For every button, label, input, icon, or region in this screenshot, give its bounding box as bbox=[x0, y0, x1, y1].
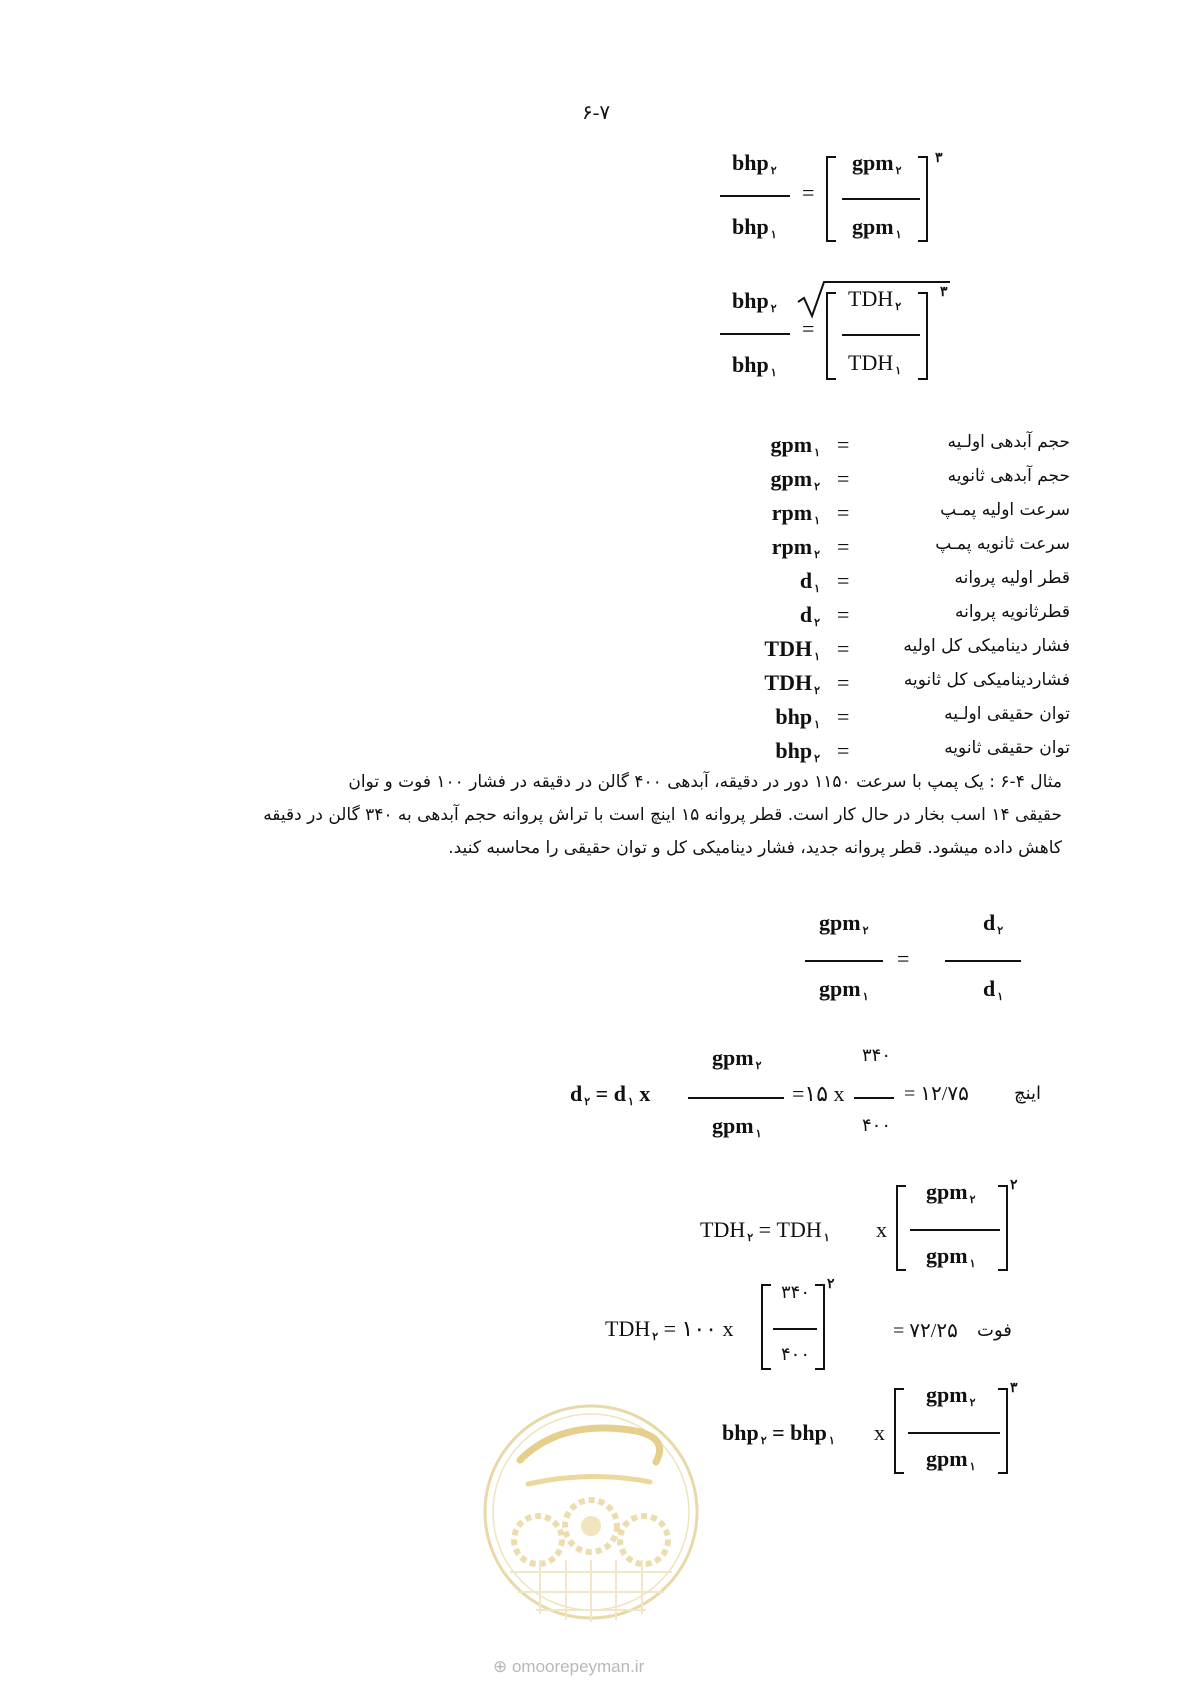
fraction-numerator: gpm ۲ bbox=[712, 1045, 762, 1072]
formula-bhp bbox=[722, 1381, 1042, 1486]
bracket-numerator: gpm ۲ bbox=[852, 150, 902, 177]
formula-bhp-gpm bbox=[720, 150, 960, 260]
fraction-line bbox=[842, 198, 920, 200]
left-bracket bbox=[826, 292, 836, 380]
fraction-numerator: ۳۴۰ bbox=[862, 1045, 892, 1065]
example-paragraph bbox=[150, 766, 1062, 865]
equals-sign: = bbox=[802, 316, 815, 341]
exponent: ۲ bbox=[827, 1277, 835, 1292]
equals-sign: = bbox=[802, 180, 815, 205]
definition-row: bhp ۲ = توان حقیقی ثانویه bbox=[775, 738, 1070, 765]
left-bracket bbox=[894, 1388, 904, 1474]
times-sign: x bbox=[876, 1217, 887, 1242]
definition-row: gpm ۱ = حجم آبدهی اولـیه bbox=[770, 432, 1070, 459]
bracket-denominator: gpm ۱ bbox=[926, 1446, 976, 1473]
left-bracket bbox=[826, 156, 836, 242]
page-number: ۶-۷ bbox=[582, 102, 611, 124]
definition-row: bhp ۱ = توان حقیقی اولـیه bbox=[775, 704, 1070, 731]
example-line: مثال ۴-۶ : یک پمپ با سرعت ۱۱۵۰ دور در دقیقه، آبدهی ۴۰۰ گالن در دقیقه در فشار ۱۰۰ فوت و توان bbox=[348, 772, 1062, 792]
formula-tdh bbox=[700, 1178, 1040, 1283]
bracket-denominator: gpm ۱ bbox=[926, 1243, 976, 1270]
fraction-line bbox=[854, 1097, 894, 1099]
bracket-denominator: TDH ۱ bbox=[848, 350, 902, 377]
fraction-numerator: bhp ۲ bbox=[732, 150, 777, 177]
fraction-numerator: bhp ۲ bbox=[732, 288, 777, 315]
watermark-logo bbox=[480, 1400, 702, 1630]
definition-row: TDH ۲ = فشاردینامیکی کل ثانویه bbox=[764, 670, 1070, 697]
fraction-line bbox=[910, 1229, 1000, 1231]
fraction-denominator: bhp ۱ bbox=[732, 352, 777, 379]
right-bracket bbox=[998, 1185, 1008, 1271]
fraction-line bbox=[945, 960, 1021, 962]
times-sign: x bbox=[874, 1420, 885, 1445]
fraction-denominator: ۴۰۰ bbox=[862, 1115, 892, 1135]
equation-lhs: TDH ۲ = TDH ۱ bbox=[700, 1217, 830, 1244]
fraction-denominator: bhp ۱ bbox=[732, 214, 777, 241]
fraction-numerator: d ۲ bbox=[983, 910, 1004, 937]
equals-sign: = bbox=[897, 946, 910, 971]
definition-row: gpm ۲ = حجم آبدهی ثانویه bbox=[770, 466, 1070, 493]
fraction-line bbox=[908, 1432, 1000, 1434]
fraction-line bbox=[805, 960, 883, 962]
bracket-numerator: gpm ۲ bbox=[926, 1179, 976, 1206]
definition-row: TDH ۱ = فشار دینامیکی کل اولیه bbox=[764, 636, 1070, 663]
left-bracket bbox=[896, 1185, 906, 1271]
definitions-list bbox=[700, 432, 1070, 772]
example-line: کاهش داده میشود. قطر پروانه جدید، فشار دینامیکی کل و توان حقیقی را محاسبه کنید. bbox=[448, 838, 1062, 858]
right-bracket bbox=[815, 1284, 825, 1370]
definition-row: rpm ۱ = سرعت اولیه پمـپ bbox=[771, 500, 1070, 527]
formula-bhp-tdh bbox=[720, 285, 960, 398]
bracket-denominator: ۴۰۰ bbox=[781, 1344, 811, 1364]
equation-lhs: TDH ۲ = ۱۰۰ x bbox=[605, 1316, 734, 1343]
formula-gpm-d-ratio bbox=[805, 910, 1025, 1010]
definition-row: d ۲ = قطرثانویه پروانه bbox=[799, 602, 1070, 629]
watermark-site: ⊕ omoorepeyman.ir bbox=[493, 1657, 645, 1676]
right-bracket bbox=[998, 1388, 1008, 1474]
exponent: ۳ bbox=[935, 151, 943, 166]
multiplier: =۱۵ x bbox=[792, 1081, 845, 1106]
bracket-numerator: gpm ۲ bbox=[926, 1382, 976, 1409]
fraction-numerator: gpm ۲ bbox=[819, 910, 869, 937]
left-bracket bbox=[761, 1284, 771, 1370]
definition-row: d ۱ = قطر اولیه پروانه bbox=[799, 568, 1070, 595]
bracket-numerator: TDH ۲ bbox=[848, 286, 902, 313]
right-bracket bbox=[918, 292, 928, 380]
fraction-denominator: gpm ۱ bbox=[712, 1113, 762, 1140]
definition-row: rpm ۲ = سرعت ثانویه پمـپ bbox=[771, 534, 1070, 561]
exponent: ۲ bbox=[1010, 1178, 1018, 1193]
fraction-line bbox=[773, 1328, 817, 1330]
right-bracket bbox=[918, 156, 928, 242]
fraction-denominator: gpm ۱ bbox=[819, 976, 869, 1003]
fraction-denominator: d ۱ bbox=[983, 976, 1004, 1003]
unit-label: اینچ bbox=[1014, 1083, 1042, 1104]
bracket-numerator: ۳۴۰ bbox=[781, 1282, 811, 1302]
fraction-line bbox=[688, 1097, 784, 1099]
formula-tdh-numeric bbox=[605, 1277, 1065, 1382]
example-line: حقیقی ۱۴ اسب بخار در حال کار است. قطر پروانه ۱۵ اینچ است با تراش پروانه حجم آبدهی به ۳۴۰ گالن در دقیقه bbox=[263, 805, 1062, 825]
bracket-denominator: gpm ۱ bbox=[852, 214, 902, 241]
formula-new-diameter bbox=[570, 1045, 1070, 1145]
unit-label: فوت bbox=[977, 1320, 1012, 1341]
fraction-line bbox=[720, 333, 790, 335]
fraction-line bbox=[842, 334, 920, 336]
exponent: ۳ bbox=[940, 285, 948, 300]
fraction-line bbox=[720, 195, 790, 197]
result-value: = ۱۲/۷۵ bbox=[904, 1083, 969, 1105]
exponent: ۳ bbox=[1010, 1381, 1018, 1396]
equation-lhs: d ۲ = d ۱ x bbox=[570, 1081, 651, 1108]
equation-lhs: bhp ۲ = bhp ۱ bbox=[722, 1420, 835, 1447]
result-value: = ۷۲/۲۵ bbox=[893, 1320, 958, 1342]
